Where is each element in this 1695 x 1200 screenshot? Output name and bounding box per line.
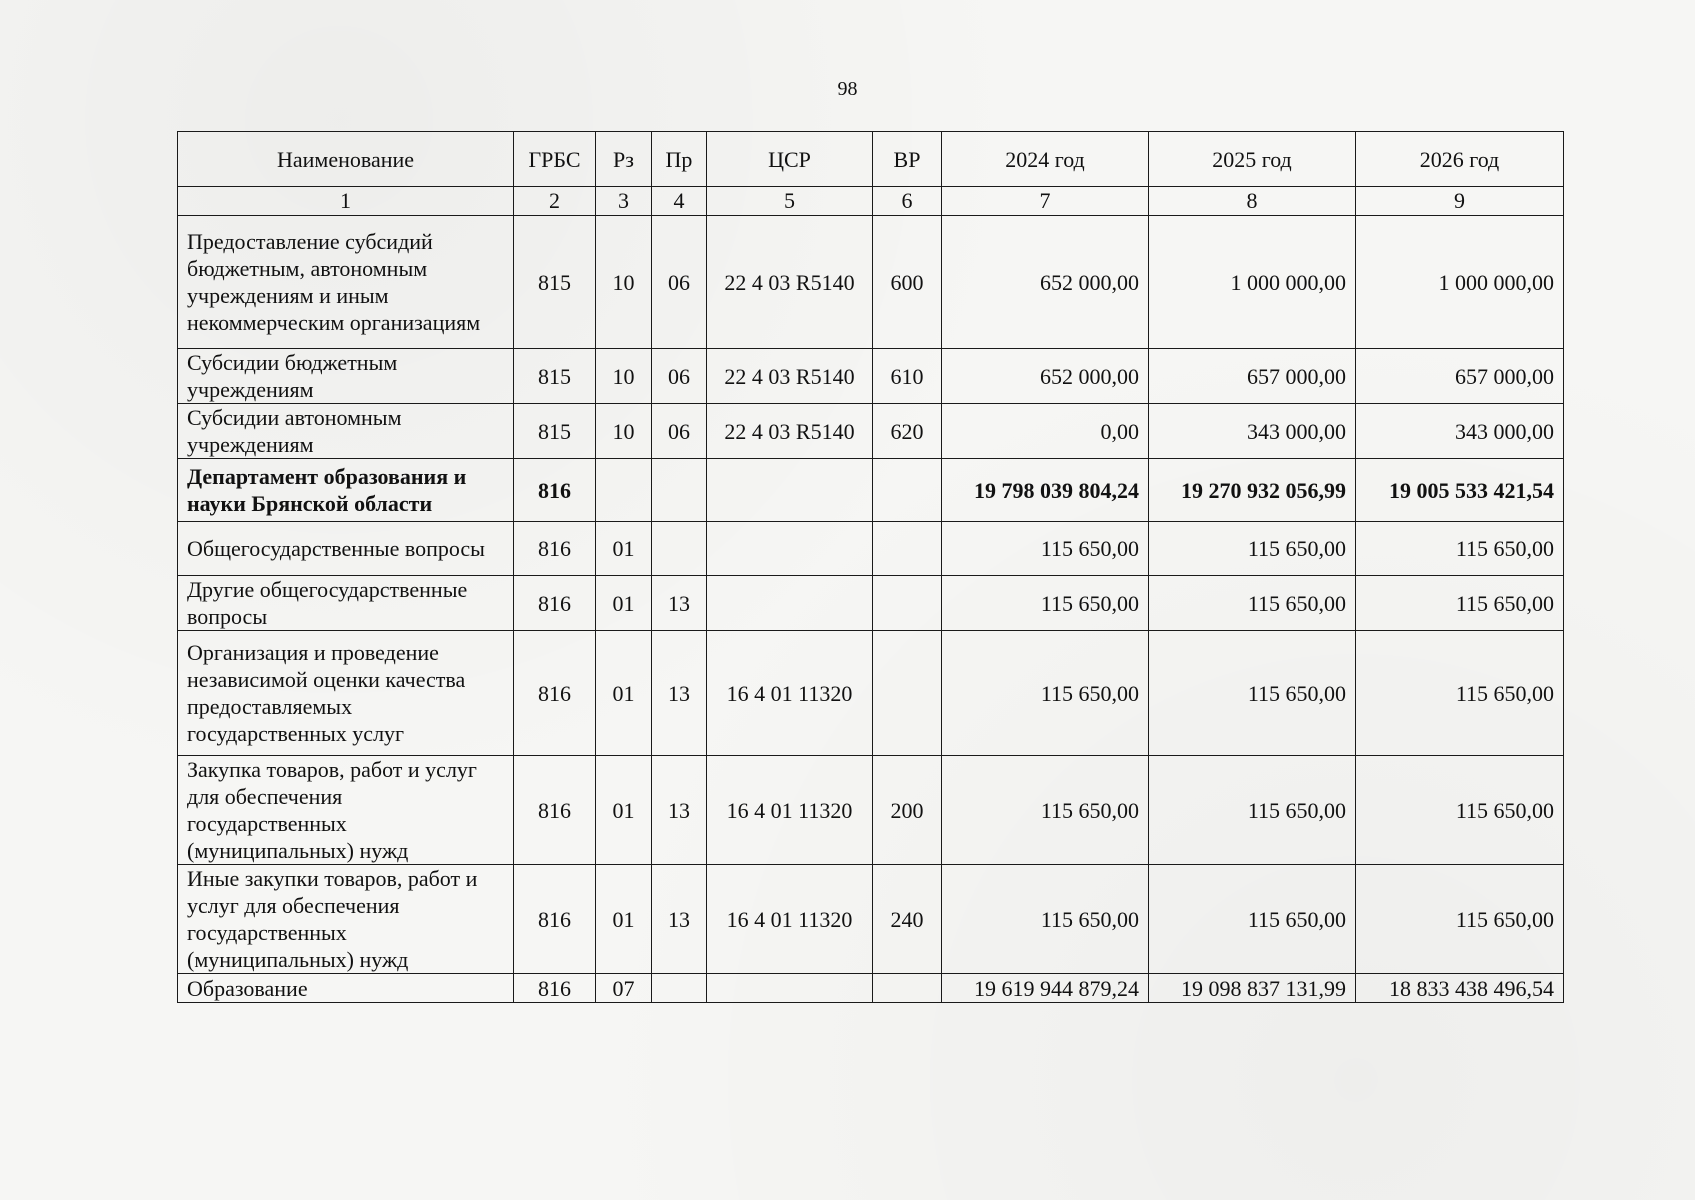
- cell-rz: 10: [596, 216, 652, 349]
- cell-2026: 115 650,00: [1356, 756, 1564, 865]
- header-csr: ЦСР: [707, 132, 873, 187]
- cell-grbs: 815: [514, 216, 596, 349]
- table-row: [178, 631, 1564, 756]
- cell-csr: [707, 974, 873, 1003]
- cell-csr: [707, 459, 873, 522]
- cell-grbs: 816: [514, 974, 596, 1003]
- cell-rz: 01: [596, 631, 652, 756]
- cell-pr: [652, 974, 707, 1003]
- table-row: [178, 459, 1564, 522]
- table-body: [178, 216, 1564, 1003]
- cell-pr: 13: [652, 576, 707, 631]
- cell-2025: 1 000 000,00: [1149, 216, 1356, 349]
- column-number-row: [178, 187, 1564, 216]
- cell-2024: 115 650,00: [942, 522, 1149, 576]
- cell-grbs: 816: [514, 865, 596, 974]
- cell-grbs: 816: [514, 756, 596, 865]
- table-header-row: [178, 132, 1564, 187]
- cell-2024: 652 000,00: [942, 349, 1149, 404]
- cell-2024: 19 798 039 804,24: [942, 459, 1149, 522]
- cell-2024: 19 619 944 879,24: [942, 974, 1149, 1003]
- cell-vr: 610: [873, 349, 942, 404]
- cell-2026: 657 000,00: [1356, 349, 1564, 404]
- cell-vr: [873, 522, 942, 576]
- cell-name: Организация и проведение независимой оценки качества предоставляемых государственных услуг: [178, 631, 514, 756]
- cell-grbs: 815: [514, 349, 596, 404]
- cell-pr: 06: [652, 404, 707, 459]
- budget-table: [177, 131, 1564, 1003]
- cell-rz: 01: [596, 522, 652, 576]
- cell-2024: 0,00: [942, 404, 1149, 459]
- cell-2025: 115 650,00: [1149, 865, 1356, 974]
- cell-2026: 115 650,00: [1356, 576, 1564, 631]
- cell-name: Образование: [178, 974, 514, 1003]
- column-number: 5: [707, 187, 873, 216]
- cell-2025: 19 270 932 056,99: [1149, 459, 1356, 522]
- cell-vr: [873, 974, 942, 1003]
- header-2024: 2024 год: [942, 132, 1149, 187]
- table-row: [178, 576, 1564, 631]
- cell-2024: 115 650,00: [942, 576, 1149, 631]
- table-row: [178, 349, 1564, 404]
- cell-pr: [652, 459, 707, 522]
- cell-rz: 01: [596, 756, 652, 865]
- column-number: 2: [514, 187, 596, 216]
- header-2025: 2025 год: [1149, 132, 1356, 187]
- cell-rz: 10: [596, 404, 652, 459]
- column-number: 4: [652, 187, 707, 216]
- cell-name: Иные закупки товаров, работ и услуг для обеспечения государственных (муниципальных) нужд: [178, 865, 514, 974]
- cell-rz: 10: [596, 349, 652, 404]
- cell-pr: [652, 522, 707, 576]
- table-row: [178, 865, 1564, 974]
- header-grbs: ГРБС: [514, 132, 596, 187]
- header-2026: 2026 год: [1356, 132, 1564, 187]
- column-number: 3: [596, 187, 652, 216]
- cell-vr: 240: [873, 865, 942, 974]
- cell-2024: 115 650,00: [942, 865, 1149, 974]
- column-number: 9: [1356, 187, 1564, 216]
- cell-vr: [873, 459, 942, 522]
- cell-pr: 13: [652, 865, 707, 974]
- cell-2025: 115 650,00: [1149, 631, 1356, 756]
- cell-name: Департамент образования и науки Брянской области: [178, 459, 514, 522]
- cell-2025: 115 650,00: [1149, 756, 1356, 865]
- header-rz: Рз: [596, 132, 652, 187]
- cell-2026: 343 000,00: [1356, 404, 1564, 459]
- table-row: [178, 522, 1564, 576]
- cell-grbs: 815: [514, 404, 596, 459]
- header-vr: ВР: [873, 132, 942, 187]
- cell-name: Другие общегосударственные вопросы: [178, 576, 514, 631]
- cell-2024: 115 650,00: [942, 756, 1149, 865]
- cell-pr: 13: [652, 631, 707, 756]
- cell-name: Предоставление субсидий бюджетным, автономным учреждениям и иным некоммерческим организациям: [178, 216, 514, 349]
- cell-rz: 07: [596, 974, 652, 1003]
- cell-vr: 620: [873, 404, 942, 459]
- cell-name: Субсидии бюджетным учреждениям: [178, 349, 514, 404]
- cell-name: Закупка товаров, работ и услуг для обеспечения государственных (муниципальных) нужд: [178, 756, 514, 865]
- table-row: [178, 974, 1564, 1003]
- cell-pr: 06: [652, 216, 707, 349]
- cell-rz: 01: [596, 865, 652, 974]
- column-number: 6: [873, 187, 942, 216]
- cell-2025: 657 000,00: [1149, 349, 1356, 404]
- header-pr: Пр: [652, 132, 707, 187]
- cell-grbs: 816: [514, 522, 596, 576]
- cell-vr: 600: [873, 216, 942, 349]
- header-name: Наименование: [178, 132, 514, 187]
- cell-csr: 16 4 01 11320: [707, 865, 873, 974]
- cell-2026: 115 650,00: [1356, 522, 1564, 576]
- cell-csr: 22 4 03 R5140: [707, 404, 873, 459]
- column-number: 1: [178, 187, 514, 216]
- cell-2026: 115 650,00: [1356, 865, 1564, 974]
- column-number: 8: [1149, 187, 1356, 216]
- cell-rz: [596, 459, 652, 522]
- cell-grbs: 816: [514, 459, 596, 522]
- table-row: [178, 404, 1564, 459]
- cell-csr: [707, 576, 873, 631]
- cell-vr: 200: [873, 756, 942, 865]
- table-row: [178, 756, 1564, 865]
- cell-2025: 19 098 837 131,99: [1149, 974, 1356, 1003]
- cell-2026: 115 650,00: [1356, 631, 1564, 756]
- cell-2024: 115 650,00: [942, 631, 1149, 756]
- table-row: [178, 216, 1564, 349]
- cell-pr: 06: [652, 349, 707, 404]
- cell-csr: 22 4 03 R5140: [707, 216, 873, 349]
- cell-2026: 19 005 533 421,54: [1356, 459, 1564, 522]
- cell-vr: [873, 576, 942, 631]
- cell-2025: 343 000,00: [1149, 404, 1356, 459]
- cell-2026: 18 833 438 496,54: [1356, 974, 1564, 1003]
- cell-csr: 22 4 03 R5140: [707, 349, 873, 404]
- column-number: 7: [942, 187, 1149, 216]
- cell-2026: 1 000 000,00: [1356, 216, 1564, 349]
- cell-csr: 16 4 01 11320: [707, 756, 873, 865]
- cell-2024: 652 000,00: [942, 216, 1149, 349]
- cell-name: Субсидии автономным учреждениям: [178, 404, 514, 459]
- cell-csr: [707, 522, 873, 576]
- page-number: 98: [837, 78, 858, 100]
- cell-rz: 01: [596, 576, 652, 631]
- cell-2025: 115 650,00: [1149, 522, 1356, 576]
- cell-name: Общегосударственные вопросы: [178, 522, 514, 576]
- cell-csr: 16 4 01 11320: [707, 631, 873, 756]
- cell-grbs: 816: [514, 576, 596, 631]
- cell-pr: 13: [652, 756, 707, 865]
- cell-grbs: 816: [514, 631, 596, 756]
- cell-vr: [873, 631, 942, 756]
- cell-2025: 115 650,00: [1149, 576, 1356, 631]
